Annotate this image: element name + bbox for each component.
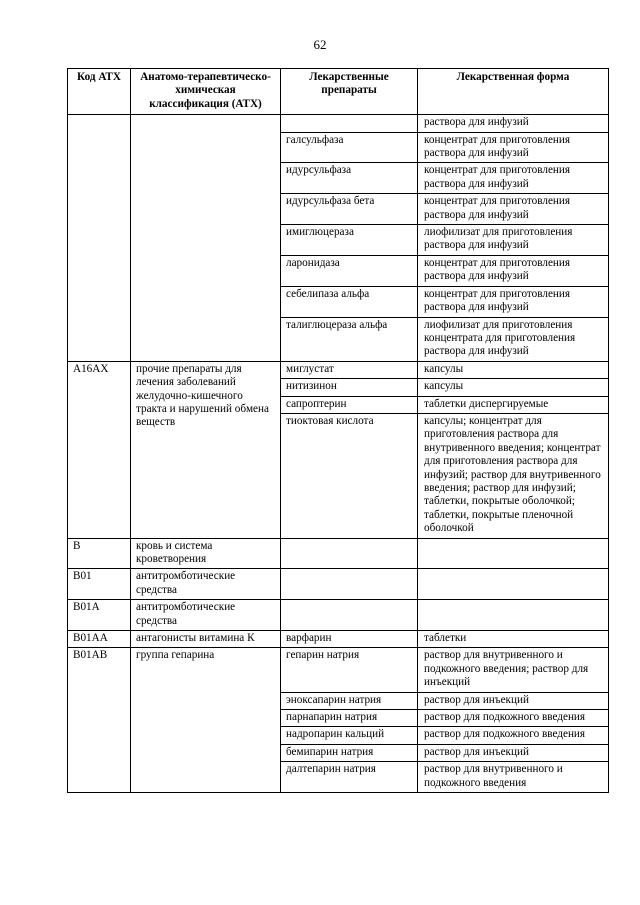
drug-cell: эноксапарин натрия [281, 692, 418, 709]
form-cell: раствор для подкожного введения [418, 710, 609, 727]
form-cell: капсулы [418, 379, 609, 396]
form-cell: концентрат для приготовления раствора для инфузий [418, 255, 609, 286]
drug-cell: идурсульфаза [281, 163, 418, 194]
atx-code-cell: B [68, 538, 131, 569]
form-cell: раствора для инфузий [418, 115, 609, 132]
form-cell: лиофилизат для приготовления раствора для инфузий [418, 225, 609, 256]
atx-class-cell: кровь и система кроветворения [131, 538, 281, 569]
drug-cell: гепарин натрия [281, 648, 418, 692]
drug-cell: миглустат [281, 361, 418, 378]
atx-code-cell: B01AB [68, 648, 131, 793]
atx-class-cell: прочие препараты для лечения заболеваний желудочно-кишечного тракта и нарушений обмена веществ [131, 361, 281, 538]
drug-cell [281, 569, 418, 600]
form-cell: лиофилизат для приготовления концентрата для приготовления раствора для инфузий [418, 317, 609, 361]
atx-code-cell [68, 115, 131, 362]
form-cell: раствор для внутривенного и подкожного введения; раствор для инъекций [418, 648, 609, 692]
atx-code-cell: A16AX [68, 361, 131, 538]
form-cell [418, 538, 609, 569]
form-cell: раствор для подкожного введения [418, 727, 609, 744]
atx-code-cell: B01AA [68, 631, 131, 648]
drug-cell: сапроптерин [281, 396, 418, 413]
form-cell: таблетки [418, 631, 609, 648]
header-drugs: Лекарственные препараты [281, 69, 418, 115]
atx-code-cell: B01A [68, 600, 131, 631]
drug-cell: варфарин [281, 631, 418, 648]
drug-cell: парнапарин натрия [281, 710, 418, 727]
drug-cell: нитизинон [281, 379, 418, 396]
page-number: 62 [313, 37, 327, 52]
form-cell: таблетки диспергируемые [418, 396, 609, 413]
drug-cell [281, 115, 418, 132]
drug-cell: надропарин кальций [281, 727, 418, 744]
table-row [68, 538, 609, 569]
form-cell [418, 600, 609, 631]
form-cell: раствор для внутривенного и подкожного введения [418, 762, 609, 793]
header-atx-code: Код АТХ [68, 69, 131, 115]
drug-cell: тиоктовая кислота [281, 413, 418, 538]
table-row [68, 361, 609, 378]
drug-cell: далтепарин натрия [281, 762, 418, 793]
table-row [68, 600, 609, 631]
table-row [68, 569, 609, 600]
form-cell: концентрат для приготовления раствора для инфузий [418, 163, 609, 194]
form-cell: концентрат для приготовления раствора для инфузий [418, 286, 609, 317]
drug-cell: талиглюцераза альфа [281, 317, 418, 361]
header-dosage-form: Лекарственная форма [418, 69, 609, 115]
form-cell: концентрат для приготовления раствора для инфузий [418, 132, 609, 163]
atx-class-cell: антагонисты витамина К [131, 631, 281, 648]
form-cell: концентрат для приготовления раствора для инфузий [418, 194, 609, 225]
table-header-row [68, 69, 609, 115]
atx-class-cell: группа гепарина [131, 648, 281, 793]
form-cell: капсулы [418, 361, 609, 378]
atx-class-cell [131, 115, 281, 362]
table-row [68, 631, 609, 648]
drug-cell [281, 600, 418, 631]
drug-cell: имиглюцераза [281, 225, 418, 256]
table-row [68, 115, 609, 132]
atx-code-cell: B01 [68, 569, 131, 600]
form-cell: капсулы; концентрат для приготовления раствора для внутривенного введения; концентрат для приготовления раствора для инфузий; раствор для внутривенного введения; раствор для инфузий; таблетки, покрытые оболочкой; таблетки, покрытые пленочной оболочкой [418, 413, 609, 538]
drug-cell [281, 538, 418, 569]
table-row [68, 648, 609, 692]
form-cell [418, 569, 609, 600]
form-cell: раствор для инъекций [418, 692, 609, 709]
header-atx-classification: Анатомо-терапевтическо-химическая классификация (АТХ) [131, 69, 281, 115]
drug-cell: ларонидаза [281, 255, 418, 286]
drug-cell: идурсульфаза бета [281, 194, 418, 225]
atx-class-cell: антитромботические средства [131, 600, 281, 631]
form-cell: раствор для инъекций [418, 744, 609, 761]
atx-drug-table [67, 68, 609, 793]
drug-cell: бемипарин натрия [281, 744, 418, 761]
drug-cell: галсульфаза [281, 132, 418, 163]
atx-class-cell: антитромботические средства [131, 569, 281, 600]
drug-cell: себелипаза альфа [281, 286, 418, 317]
